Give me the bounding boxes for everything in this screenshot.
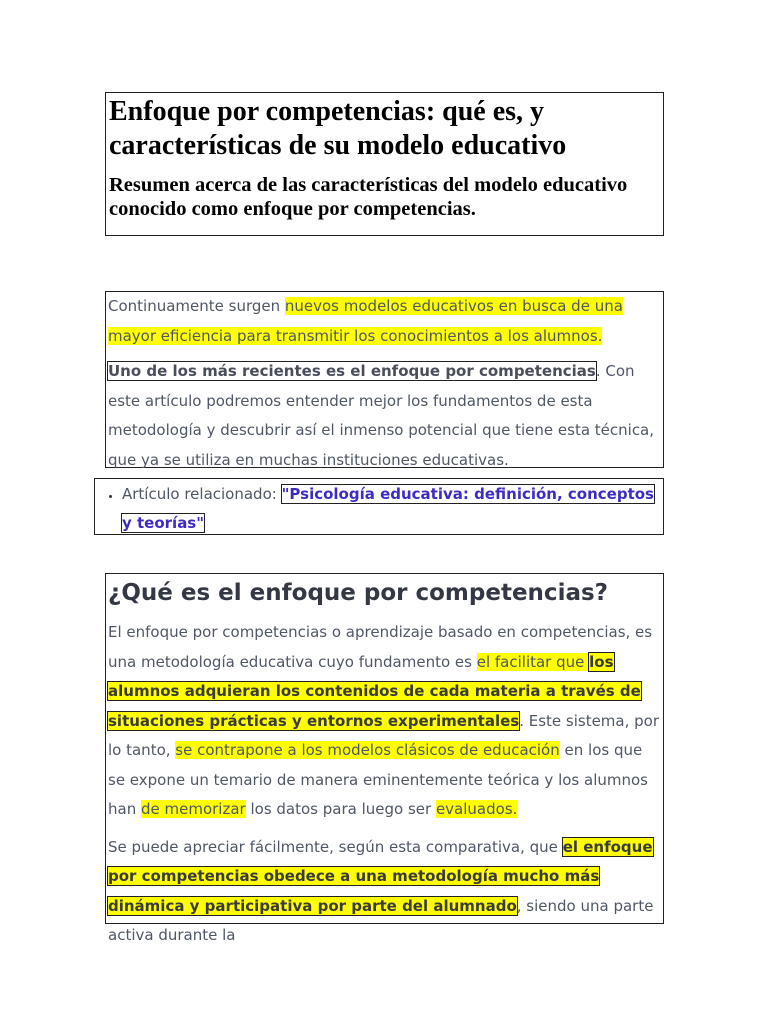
intro-paragraph-1 (108, 292, 663, 351)
section-text: El enfoque por competencias o aprendizaje basado en competencias, es una metodología educativa cuyo fundamento es (108, 623, 653, 671)
document-subtitle: Resumen acerca de las características del modelo educativo conocido como enfoque por competencias. (109, 174, 628, 220)
related-list (95, 479, 663, 538)
intro-strong-phrase: Uno de los más recientes es el enfoque por competencias (108, 362, 596, 380)
intro-highlight: nuevos modelos educativos en busca de una mayor eficiencia para transmitir los conocimientos a los alumnos. (108, 297, 623, 345)
intro-block (105, 291, 664, 468)
section-text: en los que se expone un temario de manera eminentemente teórica y los alumnos han (108, 741, 648, 818)
title-block (105, 92, 664, 236)
intro-text: Continuamente surgen (108, 297, 285, 315)
section-paragraph-2 (108, 833, 663, 951)
section-text: , siendo una parte activa durante la (108, 896, 654, 944)
intro-rest-text: . Con este artículo podremos entender mejor los fundamentos de esta metodología y descubrir así el inmenso potencial que tiene esta técnica, que ya se utiliza en muchas instituciones educativas. (108, 362, 655, 469)
section-block (105, 573, 664, 944)
section-bold-highlight: el enfoque por competencias obedece a una metodología mucho más dinámica y participativa por parte del alumnado (108, 837, 653, 915)
section-text: . Este sistema, por lo tanto, (108, 711, 660, 759)
document-title: Enfoque por competencias: qué es, y características de su modelo educativo (109, 96, 567, 161)
section-highlight: de memorizar (140, 800, 246, 818)
section-heading: ¿Qué es el enfoque por competencias? (108, 580, 609, 606)
section-paragraph-1 (108, 618, 663, 825)
intro-paragraph-2 (108, 357, 663, 475)
section-highlight: se contrapone a los modelos clásicos de educación (175, 741, 560, 759)
section-highlight: el facilitar que (476, 652, 590, 671)
section-text: los datos para luego ser (245, 800, 436, 818)
related-list-item (122, 479, 663, 538)
section-highlight: evaluados. (435, 800, 518, 818)
related-article-block (94, 478, 664, 535)
related-label: Artículo relacionado: (122, 485, 282, 503)
section-bold-highlight: los alumnos adquieran los contenidos de cada materia a través de situaciones prácticas y entornos experimentales (108, 652, 641, 730)
section-text: Se puede apreciar fácilmente, según esta comparativa, que (108, 837, 563, 856)
related-article-link[interactable]: "Psicología educativa: definición, conceptos y teorías" (122, 485, 654, 532)
